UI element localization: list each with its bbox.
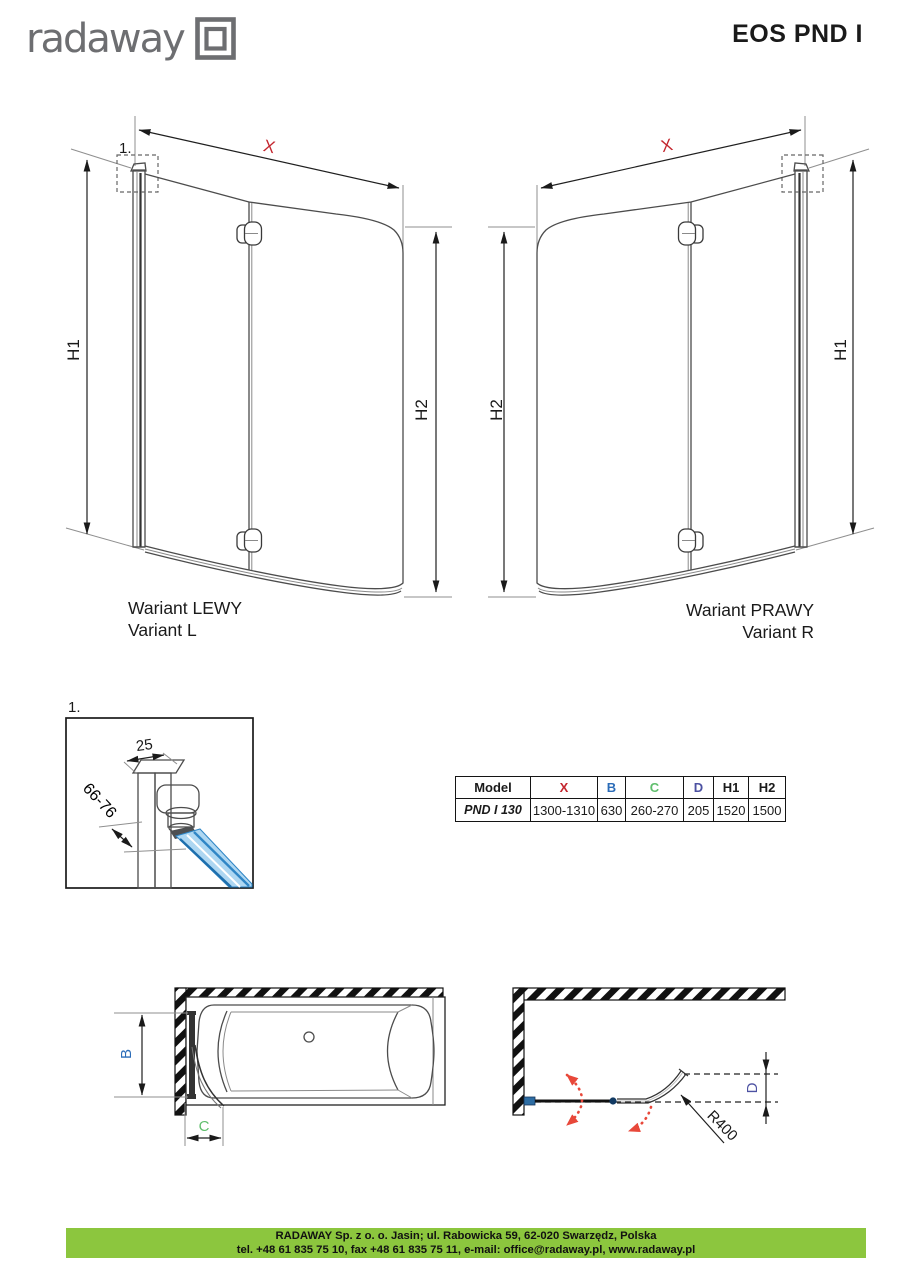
col-header-d: D bbox=[684, 777, 714, 799]
col-header-model: Model bbox=[456, 777, 531, 799]
right-dim-x-label: X bbox=[659, 135, 675, 157]
detail-drawing bbox=[66, 699, 253, 888]
brand-logo bbox=[26, 16, 237, 62]
left-variant-caption-en: Variant L bbox=[128, 620, 197, 640]
right-variant-caption-pl: Wariant PRAWY bbox=[685, 600, 814, 620]
cell-x: 1300-1310 bbox=[531, 799, 598, 822]
footer-contact: tel. +48 61 835 75 10, fax +48 61 835 75 11, e-mail: office@radaway.pl, www.radaway.pl bbox=[236, 1244, 696, 1256]
radius-label: R400 bbox=[703, 1107, 741, 1145]
brand-logo-text: radaway bbox=[26, 16, 184, 62]
right-variant-caption bbox=[686, 599, 814, 643]
wall-hatch-left-2 bbox=[513, 988, 524, 1115]
left-variant-caption-pl: Wariant LEWY bbox=[128, 598, 243, 618]
bathtub-top-view-drawing bbox=[114, 988, 445, 1146]
right-variant-caption-en: Variant R bbox=[742, 622, 814, 642]
hinge-pivot bbox=[609, 1097, 616, 1104]
table-header-row bbox=[456, 777, 786, 799]
cell-d: 205 bbox=[684, 799, 714, 822]
left-variant-drawing bbox=[64, 116, 452, 597]
left-variant-caption bbox=[128, 597, 242, 641]
footer-address: RADAWAY Sp. z o. o. Jasin; ul. Rabowicka 59, 62-020 Swarzędz, Polska bbox=[275, 1230, 657, 1242]
left-dim-h1-label: H1 bbox=[64, 339, 83, 361]
wall-profile-plan bbox=[524, 1097, 535, 1105]
swing-arrow-right bbox=[629, 1107, 651, 1131]
footer-bar bbox=[66, 1228, 866, 1258]
dim-d-label: D bbox=[744, 1082, 761, 1094]
table-row bbox=[456, 799, 786, 822]
page-title: EOS PND I bbox=[732, 20, 863, 48]
detail-dim-66-76-label: 66-76 bbox=[79, 780, 120, 822]
right-variant-drawing bbox=[487, 116, 874, 597]
cell-c: 260-270 bbox=[626, 799, 684, 822]
right-dim-h2-label: H2 bbox=[487, 399, 506, 421]
brand-logo-square-icon bbox=[195, 16, 237, 62]
detail-dim-25-label: 25 bbox=[134, 735, 154, 756]
left-dim-h2-label: H2 bbox=[412, 399, 431, 421]
left-variant-callout-label: 1. bbox=[119, 140, 132, 157]
dim-b-label: B bbox=[118, 1048, 135, 1060]
left-dim-x-label: X bbox=[261, 136, 277, 158]
col-header-c: C bbox=[626, 777, 684, 799]
detail-callout-label: 1. bbox=[68, 699, 81, 716]
wall-hatch-left bbox=[175, 988, 186, 1115]
cell-b: 630 bbox=[598, 799, 626, 822]
cell-h2: 1500 bbox=[749, 799, 786, 822]
screen-profile bbox=[189, 1013, 195, 1096]
dim-c-label: C bbox=[198, 1118, 210, 1135]
col-header-x: X bbox=[531, 777, 598, 799]
fold-radius-view-drawing bbox=[513, 988, 785, 1145]
cell-model: PND I 130 bbox=[456, 799, 531, 822]
col-header-b: B bbox=[598, 777, 626, 799]
col-header-h2: H2 bbox=[749, 777, 786, 799]
right-dim-h1-label: H1 bbox=[831, 339, 850, 361]
wall-hatch-top-2 bbox=[515, 988, 785, 1000]
col-header-h1: H1 bbox=[714, 777, 749, 799]
cell-h1: 1520 bbox=[714, 799, 749, 822]
dimension-table bbox=[455, 776, 786, 822]
